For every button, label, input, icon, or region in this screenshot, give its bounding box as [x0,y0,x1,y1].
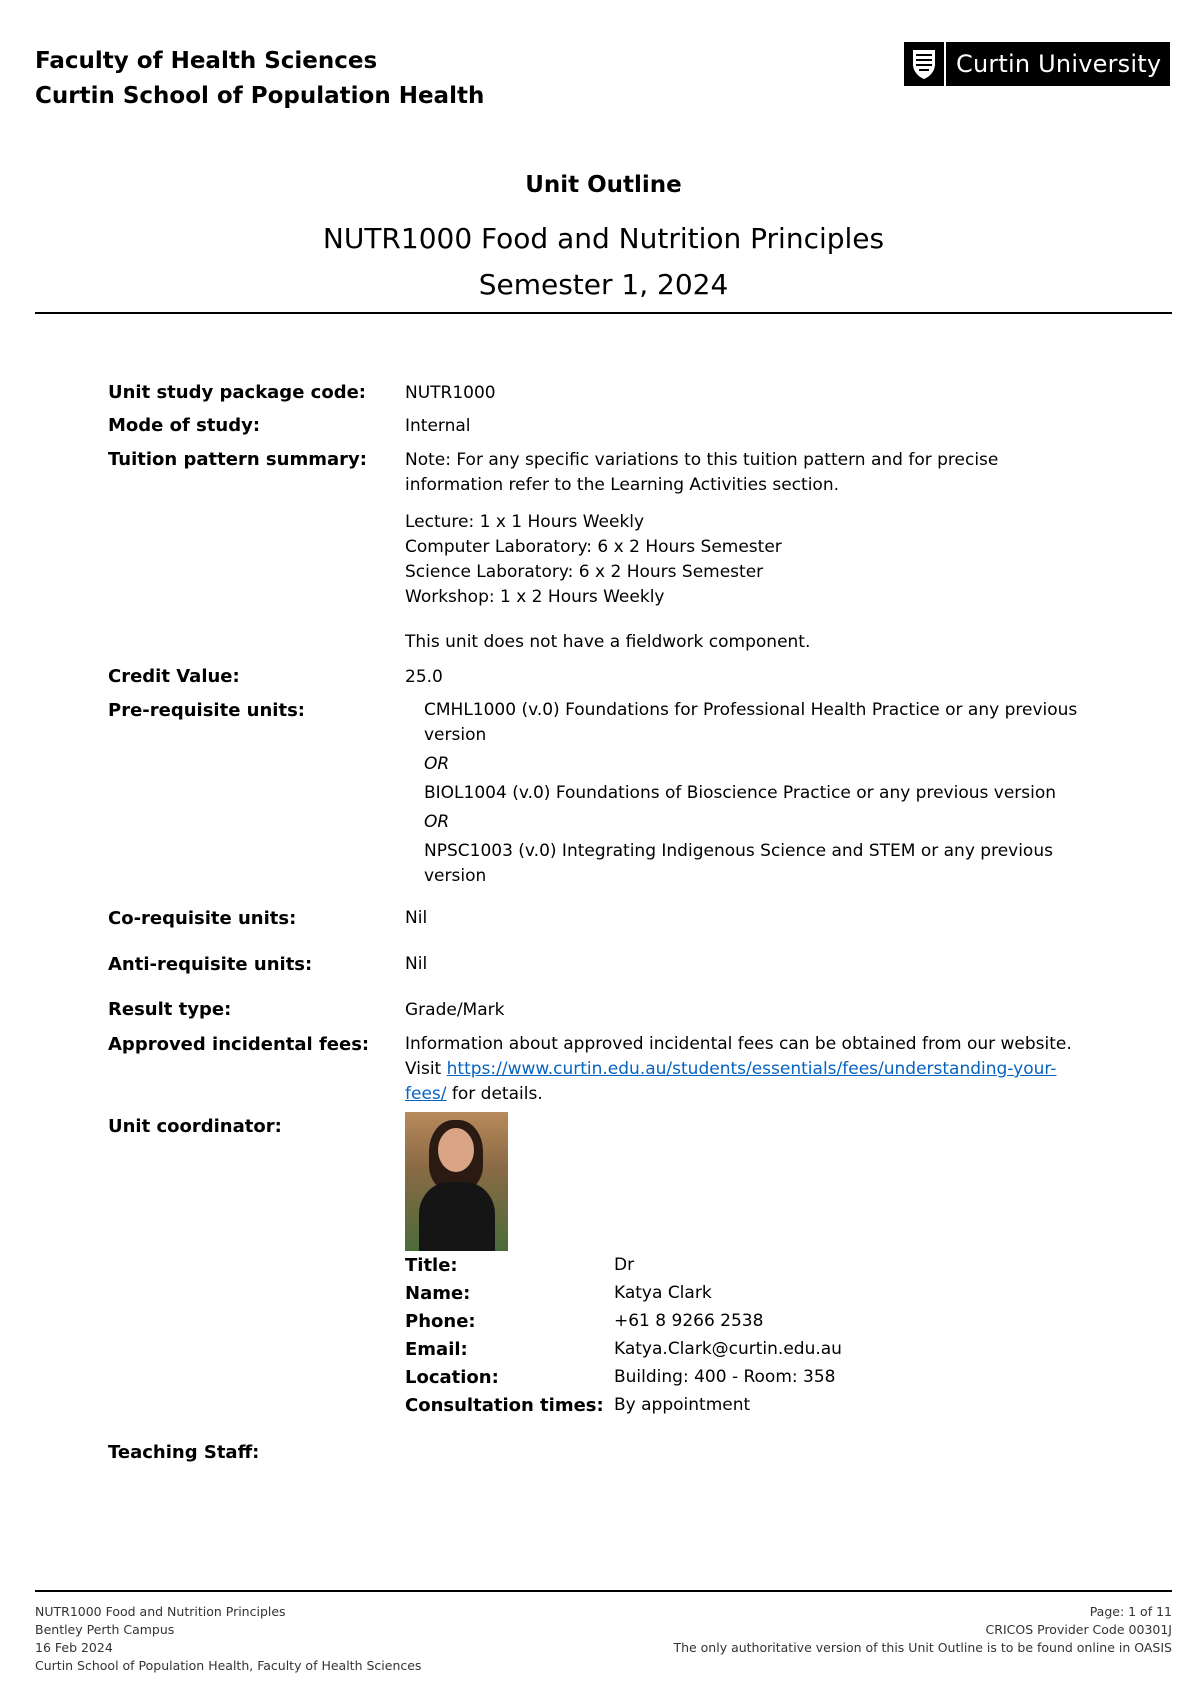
prereq-or: OR [424,754,450,774]
logo-text: Curtin University [956,50,1162,78]
fees-tail: for details. [446,1084,543,1104]
result-value: Grade/Mark [405,1000,505,1020]
coord-consult-label: Consultation times: [405,1395,604,1416]
tuition-item: Lecture: 1 x 1 Hours Weekly [405,512,645,532]
coord-phone-label: Phone: [405,1311,476,1332]
curtin-logo [904,42,1170,86]
fees-line: Information about approved incidental fees can be obtained from our website. [405,1034,1072,1054]
prereq-or: OR [424,812,450,832]
prereq-item: CMHL1000 (v.0) Foundations for Professional Health Practice or any previous [424,700,1078,720]
authoritative-note: The only authoritative version of this Unit Outline is to be found online in OASIS [673,1640,1172,1655]
coreq-value: Nil [405,908,428,928]
prereq-list [424,698,1124,889]
tuition-note [405,448,998,498]
coordinator-photo [405,1112,508,1251]
antireq-value: Nil [405,954,428,974]
result-label: Result type: [108,999,232,1020]
coord-location-value: Building: 400 - Room: 358 [614,1367,836,1387]
coord-email-label: Email: [405,1339,468,1360]
coord-name-label: Name: [405,1283,471,1304]
mode-value: Internal [405,416,471,436]
cricos-code: CRICOS Provider Code 00301J [985,1622,1172,1637]
prereq-item: version [424,866,487,886]
code-value: NUTR1000 [405,383,496,403]
teaching-staff-label: Teaching Staff: [108,1442,260,1463]
coord-title-label: Title: [405,1255,458,1276]
fieldwork-note: This unit does not have a fieldwork component. [405,632,811,652]
fees-visit: Visit [405,1059,447,1079]
tuition-label: Tuition pattern summary: [108,449,367,470]
tuition-note-line: information refer to the Learning Activities section. [405,475,839,495]
code-label: Unit study package code: [108,382,366,403]
crest-icon [904,42,946,86]
tuition-item: Science Laboratory: 6 x 2 Hours Semester [405,562,764,582]
prereq-item: BIOL1004 (v.0) Foundations of Bioscience Practice or any previous version [424,783,1057,803]
fees-line [405,1057,1125,1082]
tuition-list [405,510,782,610]
page-number: Page: 1 of 11 [1089,1604,1172,1619]
antireq-label: Anti-requisite units: [108,954,313,975]
footer-divider [35,1590,1172,1592]
coord-email-value[interactable]: Katya.Clark@curtin.edu.au [614,1339,842,1359]
credit-label: Credit Value: [108,666,240,687]
footer-campus: Bentley Perth Campus [35,1622,175,1637]
prereq-label: Pre-requisite units: [108,700,305,721]
tuition-item: Computer Laboratory: 6 x 2 Hours Semester [405,537,782,557]
school-name: Curtin School of Population Health [35,83,485,109]
coord-phone-value: +61 8 9266 2538 [614,1311,764,1331]
footer-unit: NUTR1000 Food and Nutrition Principles [35,1604,286,1619]
fees-info [405,1032,1125,1107]
footer-school: Curtin School of Population Health, Faculty of Health Sciences [35,1658,422,1673]
footer-left [35,1603,421,1675]
coord-title-value: Dr [614,1255,635,1275]
prereq-item: NPSC1003 (v.0) Integrating Indigenous Science and STEM or any previous [424,841,1053,861]
fees-link[interactable]: https://www.curtin.edu.au/students/essentials/fees/understanding-your- [446,1059,1057,1079]
page-title: Unit Outline [525,172,682,198]
title-divider [35,312,1172,314]
coord-location-label: Location: [405,1367,499,1388]
coord-name-value: Katya Clark [614,1283,712,1303]
tuition-note-line: Note: For any specific variations to this tuition pattern and for precise [405,450,999,470]
footer-right [673,1603,1172,1657]
coordinator-label: Unit coordinator: [108,1116,282,1137]
prereq-item: version [424,725,487,745]
tuition-item: Workshop: 1 x 2 Hours Weekly [405,587,665,607]
fees-line [405,1082,1125,1107]
coreq-label: Co-requisite units: [108,908,297,929]
credit-value: 25.0 [405,667,443,687]
mode-label: Mode of study: [108,415,261,436]
coord-consult-value: By appointment [614,1395,751,1415]
faculty-header [35,44,484,114]
footer-date: 16 Feb 2024 [35,1640,113,1655]
fees-label: Approved incidental fees: [108,1034,370,1055]
fees-link[interactable]: fees/ [405,1084,447,1104]
semester: Semester 1, 2024 [478,268,729,301]
faculty-name: Faculty of Health Sciences [35,48,378,74]
unit-name: NUTR1000 Food and Nutrition Principles [322,222,885,255]
